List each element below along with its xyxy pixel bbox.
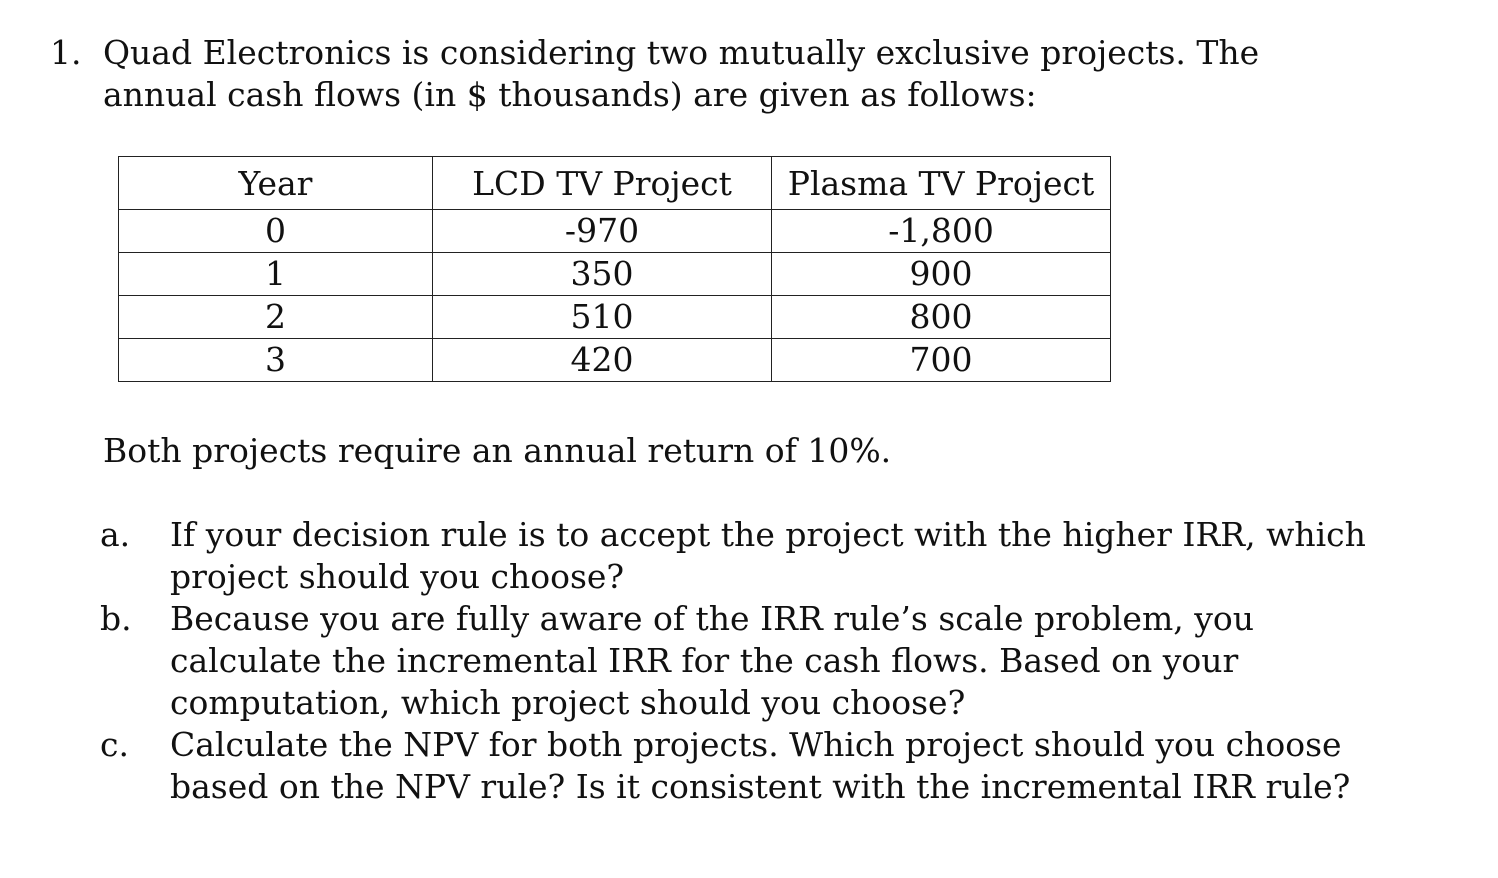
- header-plasma-project: Plasma TV Project: [772, 157, 1111, 210]
- question-text: If your decision rule is to accept the project with the higher IRR, which project should you choose?: [170, 515, 1366, 596]
- cell-year: 1: [119, 253, 433, 296]
- cell-year: 3: [119, 339, 433, 382]
- header-year: Year: [119, 157, 433, 210]
- table-row: [119, 296, 1111, 339]
- cell-plasma: 900: [772, 253, 1111, 296]
- cell-lcd: 420: [433, 339, 772, 382]
- cash-flow-table: [118, 156, 1111, 382]
- return-note: Both projects require an annual return of 10%.: [103, 431, 892, 470]
- question-letter: c.: [100, 725, 129, 764]
- table-row: [119, 339, 1111, 382]
- table-row: [119, 253, 1111, 296]
- question-letter: a.: [100, 515, 131, 554]
- cell-lcd: 510: [433, 296, 772, 339]
- problem-number: 1.: [50, 33, 82, 72]
- question-a: [100, 514, 1400, 598]
- header-lcd-project: LCD TV Project: [433, 157, 772, 210]
- question-text: Because you are fully aware of the IRR rule’s scale problem, you calculate the incremental IRR for the cash flows. Based on your computation, which project should you choose?: [170, 599, 1254, 722]
- question-c: [100, 724, 1400, 808]
- question-b: [100, 598, 1400, 724]
- table-row: [119, 210, 1111, 253]
- cell-lcd: -970: [433, 210, 772, 253]
- cell-year: 2: [119, 296, 433, 339]
- question-list: [100, 514, 1400, 808]
- table-header-row: [119, 157, 1111, 210]
- cell-plasma: 800: [772, 296, 1111, 339]
- question-letter: b.: [100, 599, 132, 638]
- cell-lcd: 350: [433, 253, 772, 296]
- cell-plasma: -1,800: [772, 210, 1111, 253]
- question-text: Calculate the NPV for both projects. Which project should you choose based on the NPV rule? Is it consistent with the incremental IRR rule?: [170, 725, 1351, 806]
- cell-plasma: 700: [772, 339, 1111, 382]
- cell-year: 0: [119, 210, 433, 253]
- problem-stem: Quad Electronics is considering two mutually exclusive projects. The annual cash flows (in $ thousands) are given as follows:: [103, 33, 1260, 114]
